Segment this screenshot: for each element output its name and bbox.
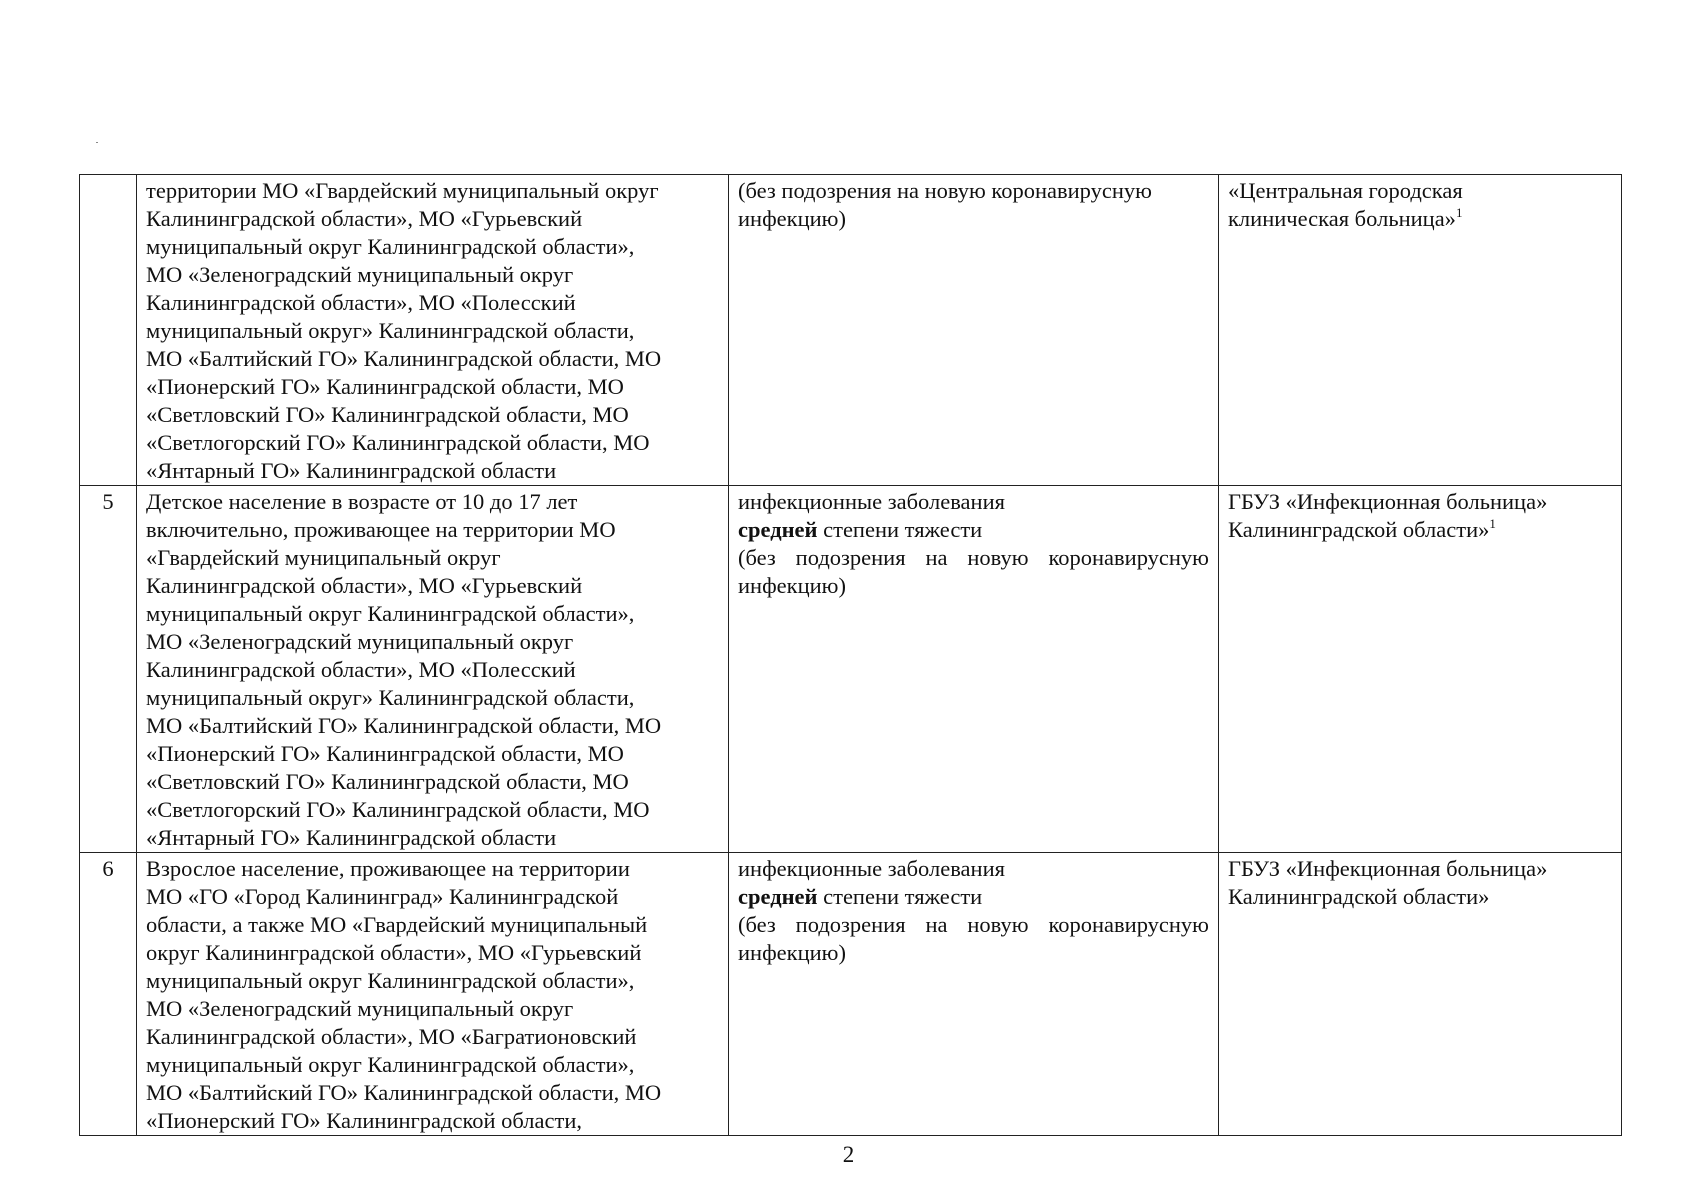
- footnote-mark: 1: [1489, 516, 1496, 531]
- disease-line: [738, 883, 1209, 911]
- row-number: 6: [80, 853, 137, 1136]
- population-line: МО «Балтийский ГО» Калининградской области, МО: [146, 346, 662, 371]
- population-cell: [137, 486, 729, 853]
- population-line: Детское население в возрасте от 10 до 17 лет: [146, 489, 578, 514]
- population-line: муниципальный округ» Калининградской области,: [146, 685, 635, 710]
- disease-cell: [729, 486, 1219, 853]
- population-line: «Пионерский ГО» Калининградской области,: [146, 1108, 582, 1133]
- population-line: Калининградской области», МО «Полесский: [146, 290, 576, 315]
- population-line: Взрослое население, проживающее на территории: [146, 856, 630, 881]
- page-number: 2: [842, 1142, 855, 1167]
- disease-line: инфекцию): [738, 206, 846, 231]
- population-cell: [137, 853, 729, 1136]
- population-line: области, а также МО «Гвардейский муниципальный: [146, 912, 648, 937]
- hospital-line: ГБУЗ «Инфекционная больница»: [1228, 489, 1548, 514]
- disease-line: инфекцию): [738, 940, 846, 965]
- population-line: МО «Зеленоградский муниципальный округ: [146, 262, 574, 287]
- population-line: МО «Балтийский ГО» Калининградской области, МО: [146, 713, 662, 738]
- table-row: [80, 486, 1622, 853]
- population-line: «Пионерский ГО» Калининградской области, МО: [146, 374, 624, 399]
- population-line: «Пионерский ГО» Калининградской области, МО: [146, 741, 624, 766]
- table-row: [80, 175, 1622, 486]
- population-line: «Светловский ГО» Калининградской области, МО: [146, 402, 629, 427]
- hospital-cell: [1219, 486, 1622, 853]
- disease-line: (без подозрения на новую коронавирусную: [738, 545, 1209, 570]
- population-line: «Янтарный ГО» Калининградской области: [146, 825, 557, 850]
- row-number: 5: [80, 486, 137, 853]
- population-line: муниципальный округ Калининградской области»,: [146, 1052, 635, 1077]
- disease-line: инфекционные заболевания: [738, 489, 1005, 514]
- hospital-line: ГБУЗ «Инфекционная больница»: [1228, 856, 1548, 881]
- footnote-mark: 1: [1455, 205, 1463, 220]
- table-body: [80, 175, 1622, 1136]
- hospital-line-text: Калининградской области»: [1228, 517, 1490, 542]
- disease-line: инфекционные заболевания: [738, 856, 1005, 881]
- hospital-cell: [1219, 853, 1622, 1136]
- disease-line: инфекцию): [738, 573, 846, 598]
- severity-bold: средней: [738, 517, 818, 542]
- hospital-routing-table: [79, 174, 1622, 1136]
- hospital-line: [1228, 205, 1612, 233]
- severity-bold: средней: [738, 884, 818, 909]
- population-line: территории МО «Гвардейский муниципальный округ: [146, 178, 659, 203]
- population-line: муниципальный округ Калининградской области»,: [146, 234, 635, 259]
- hospital-line: Калининградской области»: [1228, 884, 1490, 909]
- population-line: МО «Зеленоградский муниципальный округ: [146, 996, 574, 1021]
- population-line: МО «Зеленоградский муниципальный округ: [146, 629, 574, 654]
- scan-artifact: [96, 142, 98, 143]
- population-line: округ Калининградской области», МО «Гурьевский: [146, 940, 642, 965]
- population-line: муниципальный округ» Калининградской области,: [146, 318, 635, 343]
- population-line: Калининградской области», МО «Гурьевский: [146, 206, 583, 231]
- population-line: Калининградской области», МО «Полесский: [146, 657, 576, 682]
- population-line: «Светлогорский ГО» Калининградской области, МО: [146, 430, 650, 455]
- population-line: муниципальный округ Калининградской области»,: [146, 968, 635, 993]
- population-line: МО «ГО «Город Калининград» Калининградской: [146, 884, 619, 909]
- hospital-line-text: клиническая больница»: [1228, 206, 1456, 231]
- table-row: [80, 853, 1622, 1136]
- population-line: Калининградской области», МО «Гурьевский: [146, 573, 583, 598]
- disease-line: (без подозрения на новую коронавирусную: [738, 912, 1209, 937]
- severity-rest: степени тяжести: [817, 517, 983, 542]
- population-line: «Светловский ГО» Калининградской области, МО: [146, 769, 629, 794]
- severity-rest: степени тяжести: [817, 884, 983, 909]
- population-line: включительно, проживающее на территории МО: [146, 517, 616, 542]
- hospital-cell: [1219, 175, 1622, 486]
- population-line: МО «Балтийский ГО» Калининградской области, МО: [146, 1080, 662, 1105]
- disease-line: (без подозрения на новую коронавирусную: [738, 178, 1152, 203]
- row-number: [80, 175, 137, 486]
- population-cell: [137, 175, 729, 486]
- disease-line: [738, 516, 1209, 544]
- population-line: муниципальный округ Калининградской области»,: [146, 601, 635, 626]
- hospital-line: «Центральная городская: [1228, 178, 1463, 203]
- population-line: «Светлогорский ГО» Калининградской области, МО: [146, 797, 650, 822]
- hospital-line: [1228, 516, 1612, 544]
- population-line: «Янтарный ГО» Калининградской области: [146, 458, 557, 483]
- population-line: Калининградской области», МО «Багратионовский: [146, 1024, 637, 1049]
- disease-cell: [729, 853, 1219, 1136]
- disease-cell: [729, 175, 1219, 486]
- population-line: «Гвардейский муниципальный округ: [146, 545, 501, 570]
